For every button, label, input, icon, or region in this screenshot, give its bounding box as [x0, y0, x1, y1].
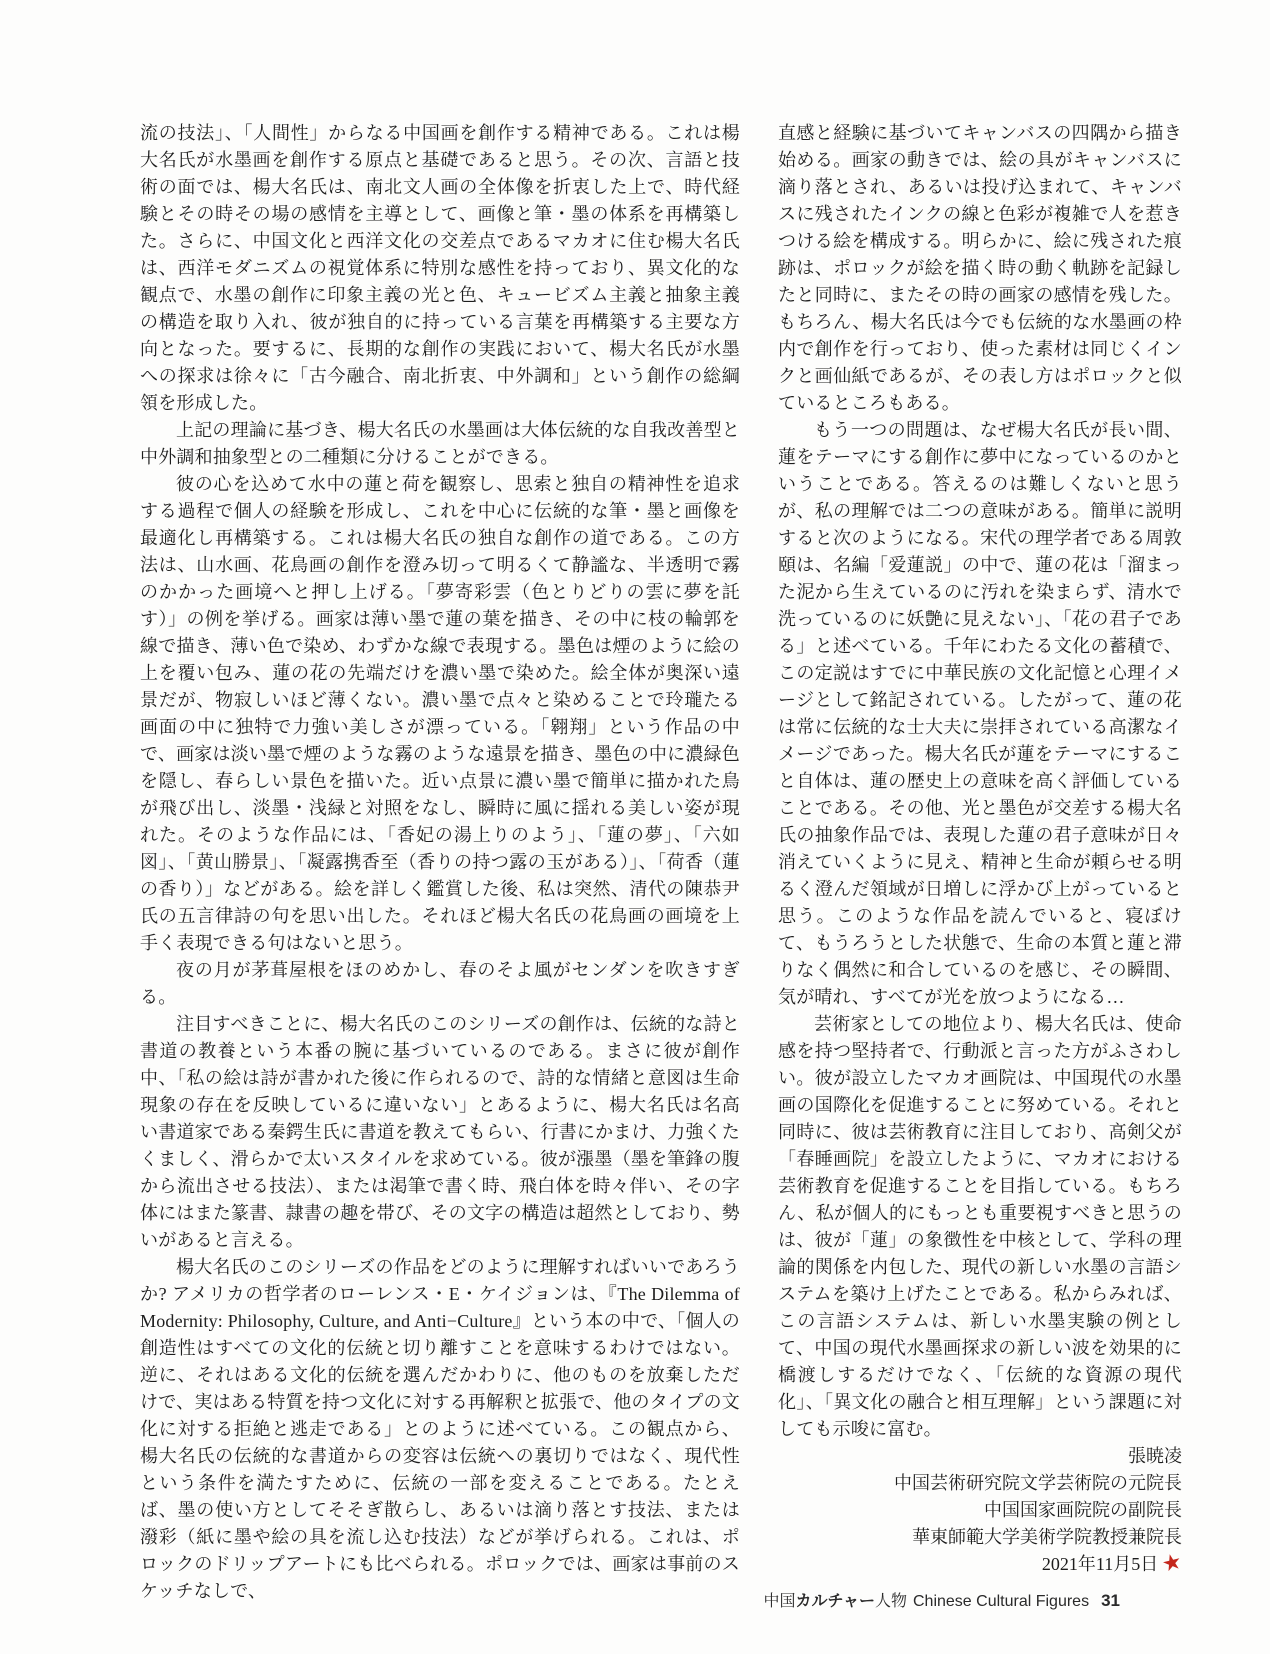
- right-column: [778, 120, 1185, 1605]
- star-icon: ★: [1159, 1547, 1185, 1578]
- paragraph: 彼の心を込めて水中の蓮と荷を観察し、思索と独自の精神性を追求する過程で個人の経験を形成し、これを中心に伝統的な筆・墨と画像を最適化し再構築する。これは楊大名氏の独自な創作の道である。この方法は、山水画、花鳥画の創作を澄み切って明るくて静謐な、半透明で霧のかかった画境へと押し上げる。「夢寄彩雲（色とりどりの雲に夢を託す）」の例を挙げる。画家は薄い墨で蓮の葉を描き、その中に枝の輪郭を線で描き、薄い色で染め、わずかな線で表現する。墨色は煙のように絵の上を覆い包み、蓮の花の先端だけを濃い墨で染めた。絵全体が奥深い遠景だが、物寂しいほど薄くない。濃い墨で点々と染めることで玲瓏たる画面の中に独特で力強い美しさが漂っている。「翱翔」という作品の中で、画家は淡い墨で煙のような霧のような遠景を描き、墨色の中に濃緑色を隠し、春らしい景色を描いた。近い点景に濃い墨で簡単に描かれた鳥が飛び出し、淡墨・浅緑と対照をなし、瞬時に風に揺れる美しい姿が現れた。そのような作品には、「香妃の湯上りのよう」、「蓮の夢」、「六如図」、「黄山勝景」、「凝露携香至（香りの持つ露の玉がある）」、「荷香（蓮の香り）」などがある。絵を詳しく鑑賞した後、私は突然、清代の陳恭尹氏の五言律詩の句を思い出した。それほど楊大名氏の花鳥画の画境を上手く表現できる句はないと思う。: [140, 474, 740, 953]
- poem-line: 夜の月が茅葺屋根をほのめかし、春のそよ風がセンダンを吹きすぎる。: [140, 960, 740, 1007]
- footer-brand-jp-pre: 中国: [763, 1593, 796, 1610]
- article-body: [140, 120, 1185, 1605]
- paragraph: 上記の理論に基づき、楊大名氏の水墨画は大体伝統的な自我改善型と中外調和抽象型との二種類に分けることができる。: [140, 420, 740, 467]
- signature-title: 華東師範大学美術学院教授兼院長: [912, 1527, 1182, 1547]
- page-footer: [763, 1588, 1120, 1611]
- paragraph: 楊大名氏のこのシリーズの作品をどのように理解すればいいであろうか? アメリカの哲学者のローレンス・E・ケイジョンは、『The Dilemma of Modernity: Philosophy, Culture, and Anti−Culture』という本の中で、「個人の創造性はすべての文化的伝統と切り離すことを意味するわけではない。逆に、それはある文化的伝統を選んだかわりに、他のものを放棄しただけで、実はある特質を持つ文化に対する再解釈と拡張で、他のタイプの文化に対する拒絶と逃走である」とのように述べている。この観点から、楊大名氏の伝統的な書道からの変容は伝統への裏切りではなく、現代性という条件を満たすために、伝統の一部を変えることである。たとえば、墨の使い方としてそそぎ散らし、あるいは滴り落とす技法、または潑彩（紙に墨や絵の具を流し込む技法）などが挙げられる。これは、ポロックのドリップアートにも比べられる。ポロックでは、画家は事前のスケッチなしで、: [140, 1257, 740, 1601]
- footer-brand-jp-bold: カルチャー: [795, 1593, 875, 1610]
- paragraph: 注目すべきことに、楊大名氏のこのシリーズの創作は、伝統的な詩と書道の教養という本番の腕に基づいているのである。まさに彼が創作中、「私の絵は詩が書かれた後に作られるので、詩的な情緒と意図は生命現象の存在を反映しているに違いない」とあるように、楊大名氏は名高い書道家である秦鍔生氏に書道を教えてもらい、行書にかまけ、力強くたくましく、滑らかで太いスタイルを求めている。彼が漲墨（墨を筆鋒の腹から流出させる技法）、または渇筆で書く時、飛白体を時々伴い、その字体にはまた篆書、隷書の趣を帯び、その文字の構造は超然としており、勢いがあると言える。: [140, 1014, 740, 1250]
- signature-title: 中国国家画院院の副院長: [984, 1500, 1182, 1520]
- signature-block: [778, 1443, 1185, 1578]
- footer-brand-jp-post: 人物: [874, 1593, 907, 1610]
- paragraph: 芸術家としての地位より、楊大名氏は、使命感を持つ堅持者で、行動派と言った方がふさわしい。彼が設立したマカオ画院は、中国現代の水墨画の国際化を促進することに努めている。それと同時に、彼は芸術教育に注目しており、高剣父が「春睡画院」を設立したように、マカオにおける芸術教育を促進することを目指している。もちろん、私が個人的にもっとも重要視すべきと思うのは、彼が「蓮」の象徴性を中核として、学科の理論的関係を内包した、現代の新しい水墨の言語システムを築け上げたことである。私からみれば、この言語システムは、新しい水墨実験の例として、中国の現代水墨画探求の新しい波を効果的に橋渡しするだけでなく、「伝統的な資源の現代化」、「異文化の融合と相互理解」という課題に対しても示唆に富む。: [778, 1014, 1182, 1439]
- left-column: [140, 120, 740, 1605]
- signature-date: 2021年11月5日: [1041, 1554, 1159, 1574]
- footer-brand-en: Chinese Cultural Figures: [913, 1593, 1090, 1610]
- paragraph: 直感と経験に基づいてキャンバスの四隅から描き始める。画家の動きでは、絵の具がキャンバスに滴り落とされ、あるいは投げ込まれて、キャンバスに残されたインクの線と色彩が複雑で人を惹きつける絵を構成する。明らかに、絵に残された痕跡は、ポロックが絵を描く時の動く軌跡を記録したと同時に、またその時の画家の感情を残した。もちろん、楊大名氏は今でも伝統的な水墨画の枠内で創作を行っており、使った素材は同じくインクと画仙紙であるが、その表し方はポロックと似ているところもある。: [778, 123, 1182, 413]
- signature-date-line: [778, 1547, 1185, 1578]
- signature-author: 張暁凌: [1128, 1446, 1182, 1466]
- paragraph: もう一つの問題は、なぜ楊大名氏が長い間、蓮をテーマにする創作に夢中になっているのかということである。答えるのは難しくないと思うが、私の理解では二つの意味がある。簡単に説明すると次のようになる。宋代の理学者である周敦頤は、名編「爱蓮説」の中で、蓮の花は「溜まった泥から生えているのに汚れを染まらず、清水で洗っているのに妖艶に見えない」、「花の君子である」と述べている。千年にわたる文化の蓄積で、この定説はすでに中華民族の文化記憶と心理イメージとして銘記されている。したがって、蓮の花は常に伝統的な士大夫に崇拝されている高潔なイメージであった。楊大名氏が蓮をテーマにすること自体は、蓮の歴史上の意味を高く評価していることである。その他、光と墨色が交差する楊大名氏の抽象作品では、表現した蓮の君子意味が日々消えていくように見え、精神と生命が頼らせる明るく澄んだ領域が日増しに浮かび上がっていると思う。このような作品を読んでいると、寝ぼけて、もうろうとした状態で、生命の本質と蓮と滞りなく偶然に和合しているのを感じ、その瞬間、気が晴れ、すべてが光を放つようになる…: [778, 420, 1182, 1007]
- page-number: 31: [1101, 1591, 1120, 1610]
- paragraph: 流の技法」、「人間性」からなる中国画を創作する精神である。これは楊大名氏が水墨画を創作する原点と基礎であると思う。その次、言語と技術の面では、楊大名氏は、南北文人画の全体像を折衷した上で、時代経験とその時その場の感情を主導として、画像と筆・墨の体系を再構築した。さらに、中国文化と西洋文化の交差点であるマカオに住む楊大名氏は、西洋モダニズムの視覚体系に特別な感性を持っており、異文化的な観点で、水墨の創作に印象主義の光と色、キュービズム主義と抽象主義の構造を取り入れ、彼が独自的に持っている言葉を再構築する主要な方向となった。要するに、長期的な創作の実践において、楊大名氏が水墨への探求は徐々に「古今融合、南北折衷、中外調和」という創作の総綱領を形成した。: [140, 123, 740, 413]
- signature-title: 中国芸術研究院文学芸術院の元院長: [894, 1473, 1182, 1493]
